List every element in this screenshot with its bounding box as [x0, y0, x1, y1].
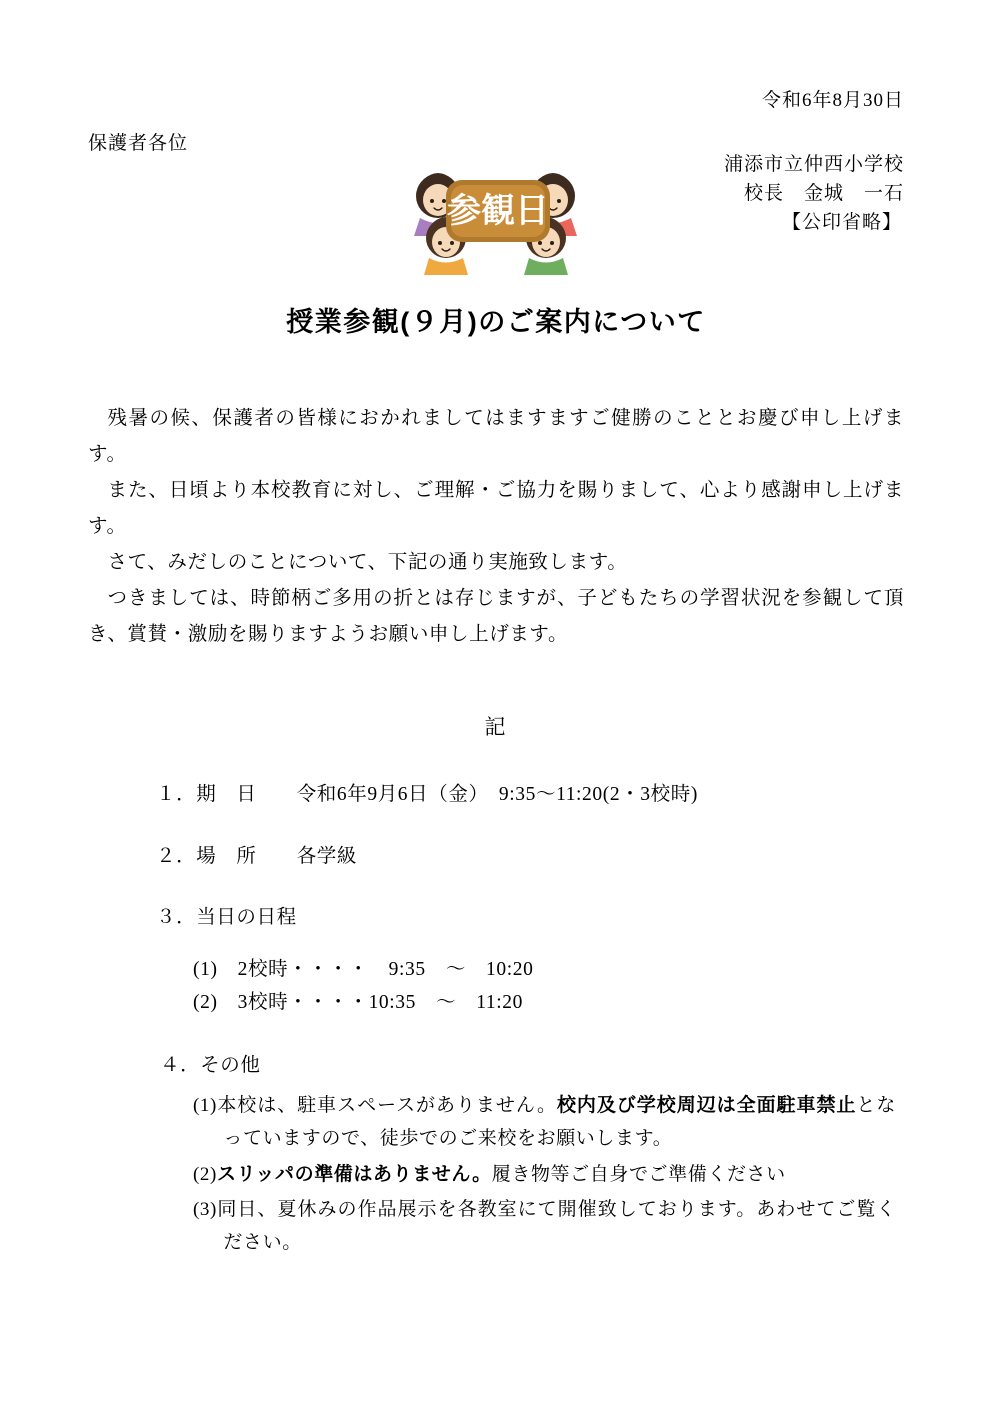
sankanbi-illustration — [390, 160, 605, 275]
body-paragraph-2: また、日頃より本校教育に対し、ご理解・ご協力を賜りまして、心より感謝申し上げます。 — [88, 480, 904, 538]
body-paragraph-3: さて、みだしのことについて、下記の通り実施致します。 — [107, 552, 628, 574]
principal-name: 校長 金城 一石 — [743, 183, 904, 205]
schedule-line-1: (1) 2校時・・・・ 9:35 〜 10:20 — [193, 958, 534, 980]
page-title: 授業参観(９月)のご案内について — [286, 306, 706, 337]
other-item-3 — [193, 1193, 896, 1260]
ki-heading: 記 — [484, 715, 508, 740]
other-1-number: (1) — [193, 1095, 217, 1117]
other-1-text-before: 本校は、駐車スペースがありません。 — [216, 1095, 557, 1117]
addressee: 保護者各位 — [88, 132, 189, 154]
school-name: 浦添市立仲西小学校 — [723, 153, 904, 175]
details-list — [88, 779, 904, 1259]
document-date: 令和6年8月30日 — [761, 90, 904, 111]
seal-omitted-note: 【公印省略】 — [781, 212, 902, 234]
svg-text:参観日: 参観日 — [447, 192, 549, 230]
others-list — [193, 1089, 896, 1259]
other-3-number: (3) — [193, 1198, 217, 1220]
other-item-1 — [193, 1089, 896, 1156]
body-paragraph-1: 残暑の候、保護者の皆様におかれましてはますますご健勝のこととお慶び申し上げます。 — [88, 407, 904, 465]
body-paragraph-4: つきましては、時節柄ご多用の折とは存じますが、子どもたちの学習状況を参観して頂き、賞賛・激励を賜りますようお願い申し上げます。 — [88, 588, 904, 646]
other-1-text-after: となっていますので、徒歩でのご来校をお願いします。 — [223, 1095, 896, 1150]
other-2-emphasis: スリッパの準備はありません。 — [216, 1163, 492, 1185]
other-item-2 — [193, 1158, 896, 1191]
item-date: １．期 日 令和6年9月6日（金） 9:35〜11:20(2・3校時) — [156, 784, 698, 806]
item-place: ２．場 所 各学級 — [156, 845, 358, 867]
other-2-text-after: 履き物等ご自身でご準備ください — [491, 1163, 786, 1185]
schedule-line-2: (2) 3校時・・・・10:35 〜 11:20 — [193, 992, 523, 1014]
schedule-lines — [193, 953, 904, 1019]
body-text — [88, 401, 904, 653]
item-schedule-heading: ３．当日の日程 — [156, 906, 297, 928]
other-1-emphasis: 校内及び学校周辺は全面駐車禁止 — [556, 1095, 857, 1117]
item-others-heading: ４．その他 — [160, 1055, 261, 1077]
other-2-number: (2) — [193, 1163, 217, 1185]
other-3-text: 同日、夏休みの作品展示を各教室にて開催致しております。あわせてご覧ください。 — [216, 1198, 896, 1254]
